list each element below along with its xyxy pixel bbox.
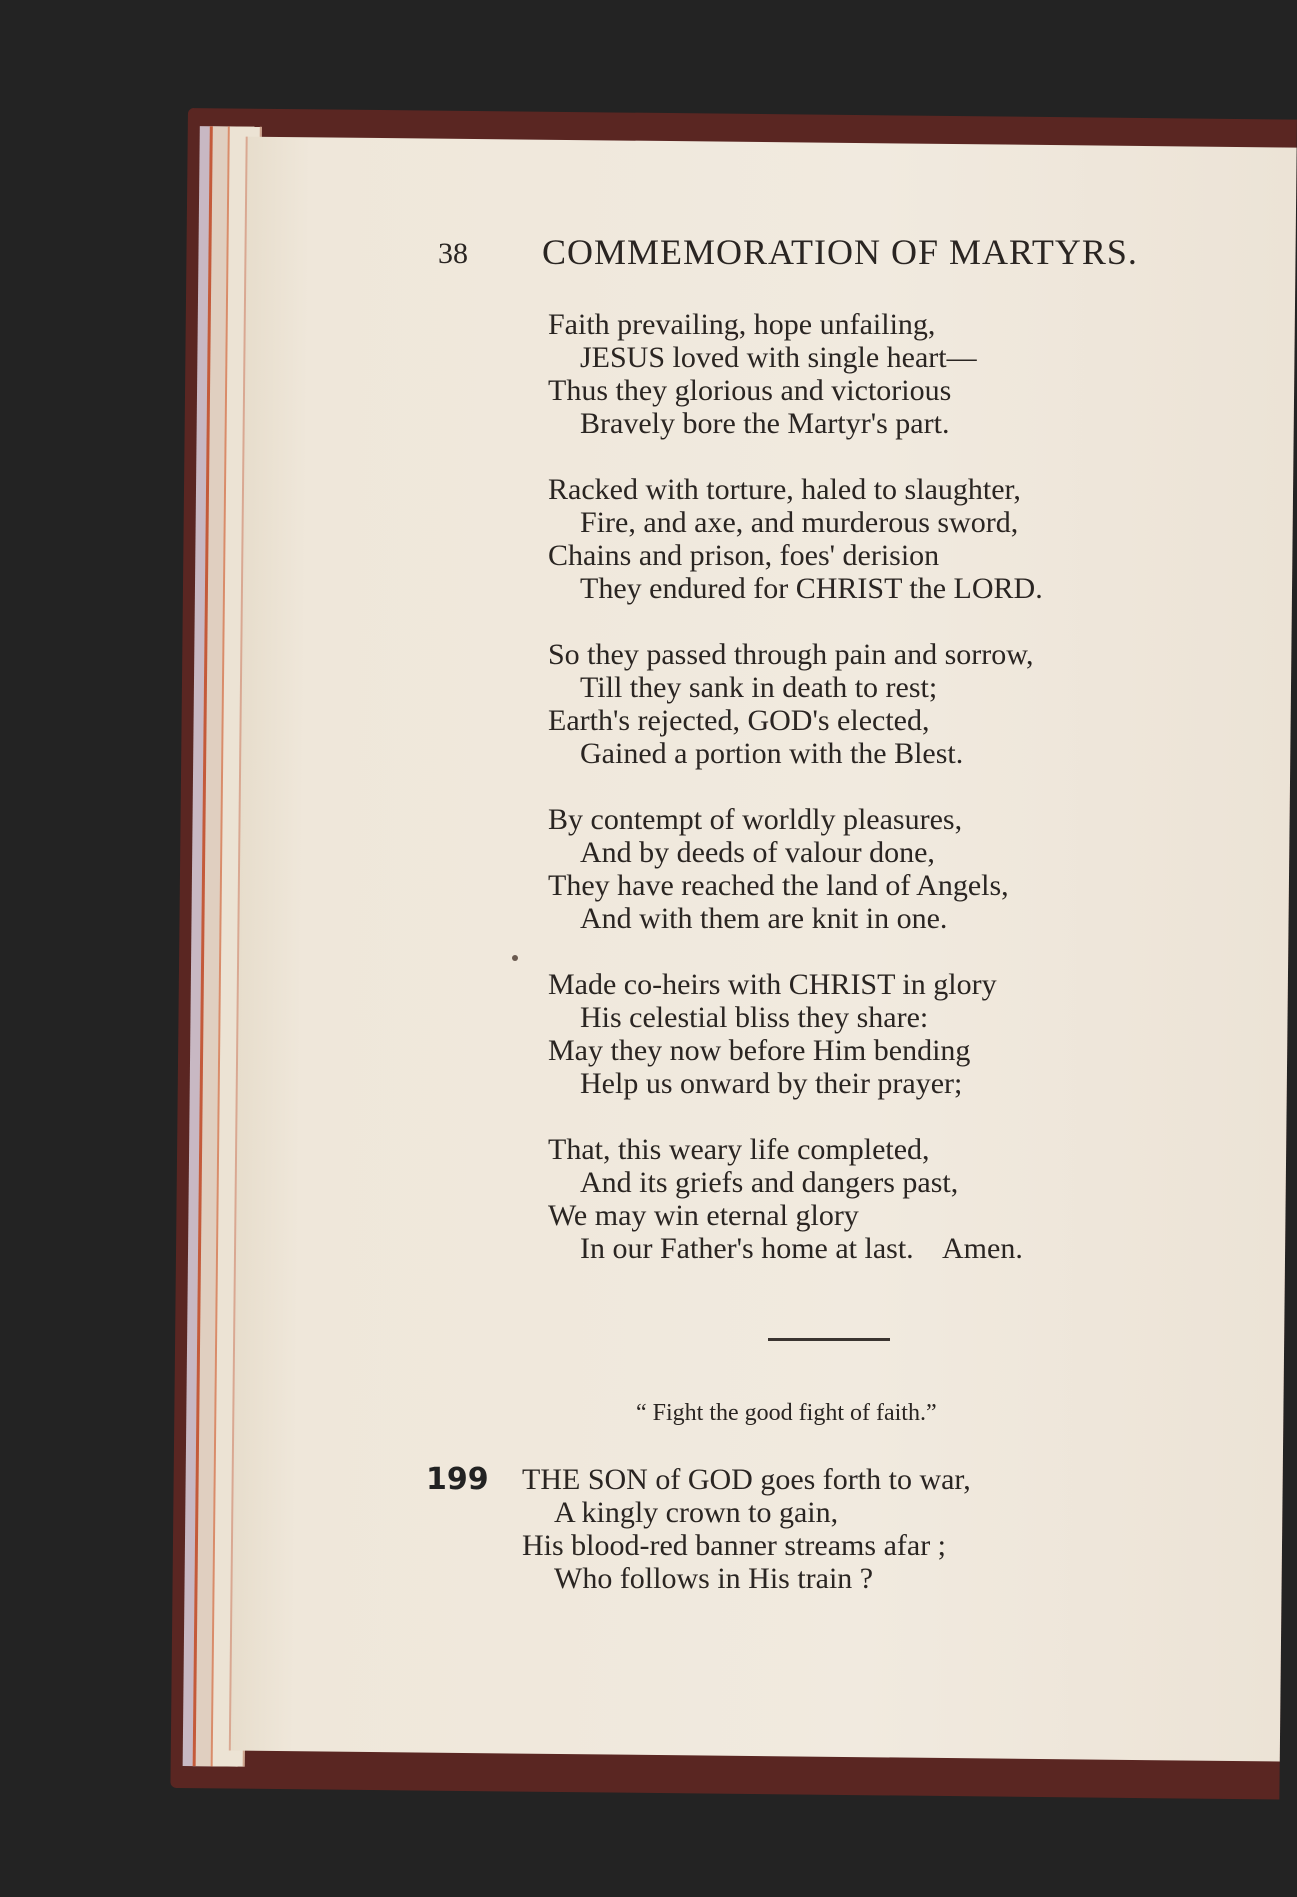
running-title: COMMEMORATION OF MARTYRS. (542, 232, 1138, 272)
hymn-verses (548, 308, 1248, 1298)
stanza (548, 968, 1248, 1100)
verse-line: That, this weary life completed, (548, 1133, 930, 1166)
verse-line: Chains and prison, foes' derision (548, 539, 940, 572)
verse-line: Thus they glorious and victorious (548, 374, 952, 407)
stanza (548, 1133, 1248, 1265)
verse-line: By contempt of worldly pleasures, (548, 803, 963, 836)
page-speck (512, 955, 518, 961)
verse-line: Gained a portion with the Blest. (580, 737, 964, 770)
verse-line: They endured for CHRIST the LORD. (580, 572, 1043, 605)
verse-line: Fire, and axe, and murderous sword, (580, 506, 1019, 539)
verse-line: In our Father's home at last. Amen. (580, 1232, 1023, 1265)
verse-line: His celestial bliss they share: (580, 1001, 929, 1034)
verse-line: May they now before Him bending (548, 1034, 971, 1067)
verse-line: Who follows in His train ? (554, 1562, 874, 1595)
stanza (548, 638, 1248, 770)
page-number: 38 (438, 237, 468, 270)
verse-line: So they passed through pain and sorrow, (548, 638, 1034, 671)
verse-line: And by deeds of valour done, (580, 836, 935, 869)
verse-line: We may win eternal glory (548, 1199, 859, 1232)
page-header (438, 232, 1198, 287)
verse-line: Made co-heirs with CHRIST in glory (548, 968, 997, 1001)
epigraph: “ Fight the good fight of faith.” (636, 1400, 937, 1426)
verse-line: His blood-red banner streams afar ; (522, 1529, 947, 1562)
verse-line: JESUS loved with single heart— (580, 341, 977, 374)
verse-line: And its griefs and dangers past, (580, 1166, 959, 1199)
verse-line: Earth's rejected, GOD's elected, (548, 704, 930, 737)
verse-line: Help us onward by their prayer; (580, 1067, 963, 1100)
verse-line: Faith prevailing, hope unfailing, (548, 308, 936, 341)
verse-line: A kingly crown to gain, (554, 1496, 839, 1529)
verse-line: Bravely bore the Martyr's part. (580, 407, 950, 440)
stanza (548, 473, 1248, 605)
stanza (548, 803, 1248, 935)
section-divider (768, 1338, 890, 1341)
next-hymn (522, 1463, 971, 1595)
stanza (548, 308, 1248, 440)
verse-line: And with them are knit in one. (580, 902, 948, 935)
verse-line: Till they sank in death to rest; (580, 671, 938, 704)
hymn-number: 199 (426, 1462, 489, 1497)
verse-line: They have reached the land of Angels, (548, 869, 1009, 902)
verse-line: THE SON of GOD goes forth to war, (522, 1463, 971, 1496)
verse-line: Racked with torture, haled to slaughter, (548, 473, 1021, 506)
